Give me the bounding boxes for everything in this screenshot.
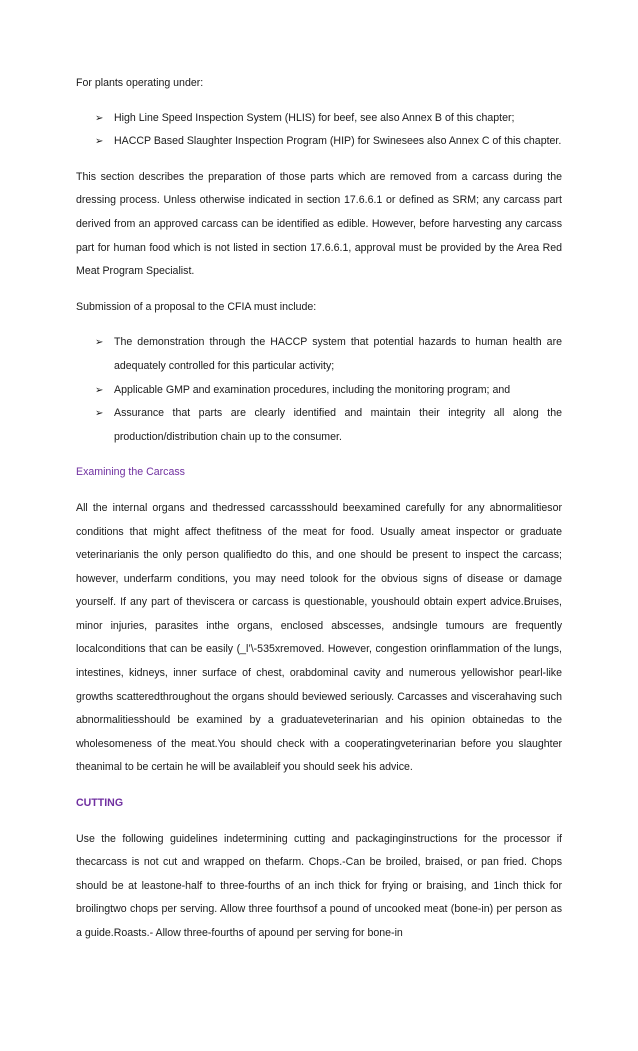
intro-text: For plants operating under: [76, 77, 204, 89]
list-item: ➢ High Line Speed Inspection System (HLIS) for beef, see also Annex B of this chapter; [76, 107, 562, 131]
document-body [76, 72, 562, 946]
arrow-bullet-icon: ➢ [95, 384, 104, 396]
examining-paragraph: All the internal organs and thedressed carcassshould beexamined carefully for any abnormalitiesor conditions that might affect thefitness of the meat for food. Usually ameat inspector or graduate veterinarianis the only person qualifiedto do this, and one should be present to inspect the carcass; however, underfarm conditions, you may need tolook for the obvious signs of disease or damage yourself. If any part of theviscera or carcass is questionable, youshould obtain expert advice.Bruises, minor injuries, parasites inthe organs, enclosed abscesses, andsingle tumours are frequently localconditions that can be easily (_l’\-535xremoved. However, congestion orinflammation of the lungs, intestines, kidneys, inner surface of chest, orabdominal cavity and numerous yellowishor pearl-like growths scatteredthroughout the organs should beviewed seriously. Carcasses and viscerahaving such abnormalitiesshould be examined by a graduateveterinarian and his opinion obtainedas to the wholesomeness of the meat.You should check with a cooperatingveterinarian before you slaughter theanimal to be certain he will be availableif you should seek his advice. [76, 501, 562, 774]
submission-text: Submission of a proposal to the CFIA must include: [76, 300, 317, 313]
arrow-bullet-icon: ➢ [95, 337, 104, 349]
arrow-bullet-icon: ➢ [95, 408, 104, 420]
section-description: This section describes the preparation of those parts which are removed from a carcass during the dressing process. Unless otherwise indicated in section 17.6.6.1 or defined as SRM; any carcass part derived from an approved carcass can be identified as edible. However, before harvesting any carcass part for human food which is not listed in section 17.6.6.1, approval must be provided by the Area Red Meat Program Specialist. [76, 170, 562, 278]
heading-cutting: CUTTING [76, 797, 124, 810]
cutting-paragraph: Use the following guidelines indetermining cutting and packaginginstructions for the processor if thecarcass is not cut and wrapped on thefarm. Chops.-Can be broiled, braised, or pan fried. Chops should be at leastone-half to three-fourths of an inch thick for frying or braising, and 1inch thick for broilingtwo chops per serving. Allow three fourthsof a pound of uncooked meat (bone-in) per person as a guide.Roasts.- Allow three-fourths of apound per serving for bone-in [76, 832, 562, 939]
arrow-bullet-icon: ➢ [95, 112, 104, 124]
plants-list [76, 107, 562, 154]
list-item: ➢ The demonstration through the HACCP system that potential hazards to human health are adequately controlled for this particular activity; [76, 331, 562, 378]
arrow-bullet-icon: ➢ [95, 136, 104, 148]
list-item: ➢ Assurance that parts are clearly identified and maintain their integrity all along the production/distribution chain up to the consumer. [76, 402, 562, 449]
list-item: ➢ Applicable GMP and examination procedures, including the monitoring program; and [76, 379, 562, 403]
requirements-list [76, 331, 562, 449]
list-item: ➢ HACCP Based Slaughter Inspection Program (HIP) for Swinesees also Annex C of this chapter. [76, 130, 562, 154]
heading-examining-carcass: Examining the Carcass [76, 466, 185, 479]
